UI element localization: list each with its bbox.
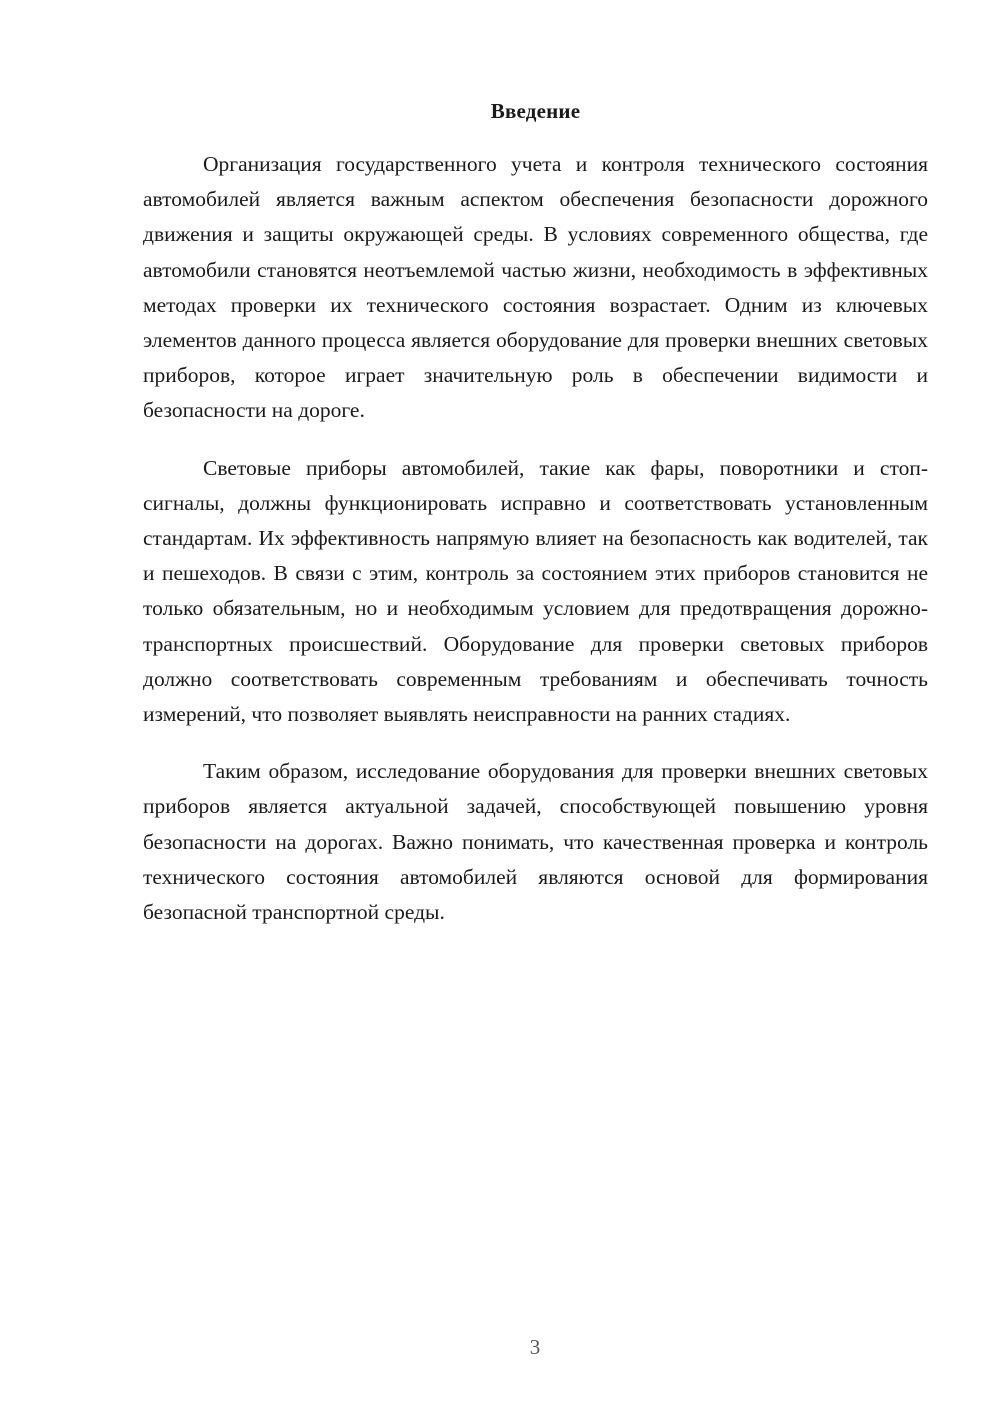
- paragraph-1: Организация государственного учета и контроля технического состояния автомобилей является важным аспектом обеспечения безопасности дорожного движения и защиты окружающей среды. В условиях современного общества, где автомобили становятся неотъемлемой частью жизни, необходимость в эффективных методах проверки их технического состояния возрастает. Одним из ключевых элементов данного процесса является оборудование для проверки внешних световых приборов, которое играет значительную роль в обеспечении видимости и безопасности на дороге.: [143, 152, 928, 423]
- page-number: 3: [529, 1335, 541, 1359]
- paragraph-3: Таким образом, исследование оборудования для проверки внешних световых приборов является актуальной задачей, способствующей повышению уровня безопасности на дорогах. Важно понимать, что качественная проверка и контроль технического состояния автомобилей являются основой для формирования безопасной транспортной среды.: [143, 759, 928, 925]
- section-title: Введение: [490, 99, 581, 123]
- page-content: [143, 97, 928, 930]
- paragraph-2: Световые приборы автомобилей, такие как фары, поворотники и стоп-сигналы, должны функционировать исправно и соответствовать установленным стандартам. Их эффективность напрямую влияет на безопасность как водителей, так и пешеходов. В связи с этим, контроль за состоянием этих приборов становится не только обязательным, но и необходимым условием для предотвращения дорожно-транспортных происшествий. Оборудование для проверки световых приборов должно соответствовать современным требованиям и обеспечивать точность измерений, что позволяет выявлять неисправности на ранних стадиях.: [143, 455, 928, 727]
